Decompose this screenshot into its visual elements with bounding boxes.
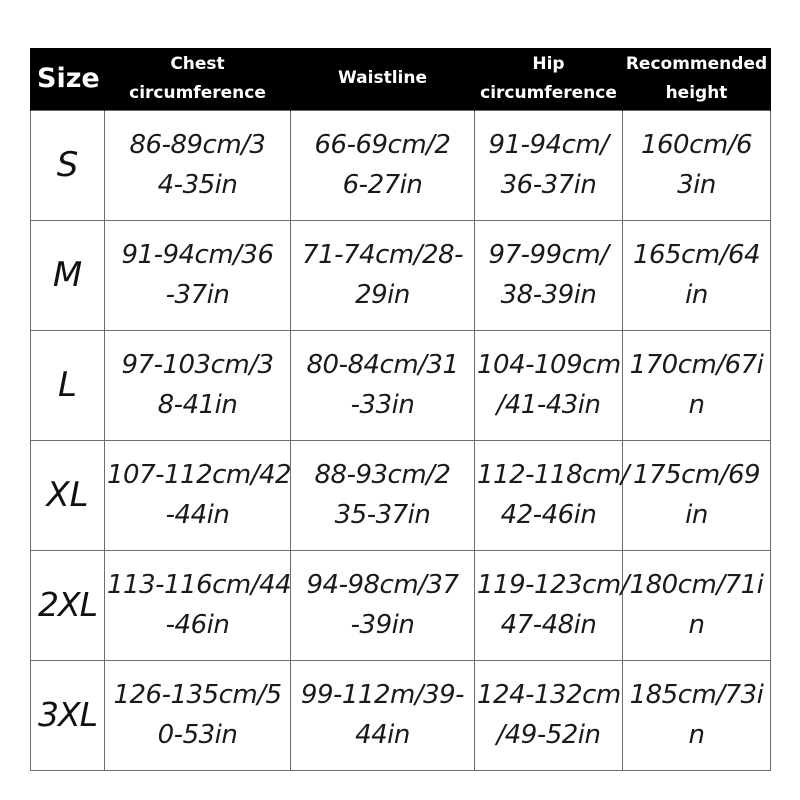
chest-value-line: 86-89cm/3 — [129, 130, 266, 160]
height-value-line: 3in — [677, 170, 716, 200]
header-chest — [105, 48, 291, 110]
chest-value-line: 97-103cm/3 — [121, 350, 274, 380]
hip-value-line: 38-39in — [500, 280, 597, 310]
height-cell — [623, 330, 771, 440]
waist-value-line: 29in — [355, 280, 410, 310]
hip-cell — [475, 440, 630, 550]
header-height — [623, 48, 771, 110]
table-row — [31, 110, 771, 220]
chest-cell — [105, 110, 291, 220]
header-hip-line-1: Hip — [532, 53, 565, 74]
chest-cell — [105, 330, 291, 440]
hip-value-line: 91-94cm/ — [488, 130, 609, 160]
table-row — [31, 220, 771, 330]
chest-cell — [105, 550, 291, 660]
table-row — [31, 440, 771, 550]
height-value-line: in — [685, 280, 708, 310]
waist-value-line: 44in — [355, 720, 410, 750]
hip-value-line: 97-99cm/ — [488, 240, 609, 270]
hip-value-line: /41-43in — [496, 390, 601, 420]
chest-value-line: -46in — [165, 610, 230, 640]
waist-value-line: -39in — [350, 610, 415, 640]
waist-value-line: 6-27in — [342, 170, 423, 200]
size-cell: 2XL — [31, 550, 105, 660]
waist-value-line: 71-74cm/28- — [302, 240, 463, 270]
size-cell: L — [31, 330, 105, 440]
waist-value-line: 99-112m/39- — [300, 680, 465, 710]
hip-cell — [475, 110, 623, 220]
height-cell — [623, 110, 771, 220]
size-cell: S — [31, 110, 105, 220]
chest-cell — [105, 440, 291, 550]
header-chest-line-2: circumference — [129, 82, 266, 103]
height-value-line: n — [688, 610, 705, 640]
height-cell — [623, 440, 771, 550]
chest-value-line: 8-41in — [157, 390, 238, 420]
hip-value-line: 119-123cm/ — [477, 570, 630, 600]
waist-value-line: 80-84cm/31 — [306, 350, 459, 380]
waist-value-line: 88-93cm/2 — [314, 460, 451, 490]
waist-cell — [291, 550, 475, 660]
hip-value-line: 36-37in — [500, 170, 597, 200]
hip-cell — [475, 220, 623, 330]
table-row — [31, 550, 771, 660]
header-height-line-2: height — [665, 82, 728, 103]
size-cell: M — [31, 220, 105, 330]
waist-value-line: 66-69cm/2 — [314, 130, 451, 160]
hip-value-line: /49-52in — [496, 720, 601, 750]
size-cell: 3XL — [31, 660, 105, 770]
height-value-line: n — [688, 720, 705, 750]
hip-cell — [475, 550, 630, 660]
size-cell: XL — [31, 440, 105, 550]
chest-value-line: 113-116cm/44 — [107, 570, 292, 600]
height-value-line: 160cm/6 — [640, 130, 753, 160]
height-value-line: in — [685, 500, 708, 530]
hip-cell — [475, 660, 623, 770]
waist-cell — [291, 110, 475, 220]
header-row — [31, 48, 771, 110]
header-hip-line-2: circumference — [480, 82, 617, 103]
height-value-line: 175cm/69 — [632, 460, 761, 490]
hip-value-line: 42-46in — [500, 500, 597, 530]
table-row — [31, 660, 771, 770]
hip-cell — [475, 330, 623, 440]
chest-value-line: -44in — [165, 500, 230, 530]
chest-value-line: 0-53in — [157, 720, 238, 750]
height-cell — [623, 660, 771, 770]
hip-value-line: 112-118cm/ — [477, 460, 630, 490]
size-chart-table — [30, 48, 771, 771]
table-row — [31, 330, 771, 440]
header-waist — [291, 48, 475, 110]
chest-value-line: 107-112cm/42 — [107, 460, 292, 490]
header-height-line-1: Recommended — [625, 53, 768, 74]
waist-value-line: 94-98cm/37 — [306, 570, 459, 600]
hip-value-line: 104-109cm — [477, 350, 621, 380]
hip-value-line: 47-48in — [500, 610, 597, 640]
header-chest-line-1: Chest — [170, 53, 225, 74]
waist-value-line: 35-37in — [334, 500, 431, 530]
hip-value-line: 124-132cm — [477, 680, 621, 710]
height-value-line: 180cm/71i — [629, 570, 764, 600]
chest-value-line: 126-135cm/5 — [113, 680, 282, 710]
chest-cell — [105, 660, 291, 770]
header-size: Size — [31, 48, 105, 110]
chest-value-line: 4-35in — [157, 170, 238, 200]
waist-cell — [291, 220, 475, 330]
chest-cell — [105, 220, 291, 330]
height-value-line: 170cm/67i — [629, 350, 764, 380]
height-cell — [623, 220, 771, 330]
height-cell — [623, 550, 771, 660]
waist-cell — [291, 330, 475, 440]
waist-cell — [291, 440, 475, 550]
chest-value-line: -37in — [165, 280, 230, 310]
chest-value-line: 91-94cm/36 — [121, 240, 274, 270]
height-value-line: 165cm/64 — [632, 240, 761, 270]
header-waist-line-1: Waistline — [338, 68, 427, 89]
waist-cell — [291, 660, 475, 770]
waist-value-line: -33in — [350, 390, 415, 420]
height-value-line: n — [688, 390, 705, 420]
height-value-line: 185cm/73i — [629, 680, 764, 710]
header-hip — [475, 48, 623, 110]
